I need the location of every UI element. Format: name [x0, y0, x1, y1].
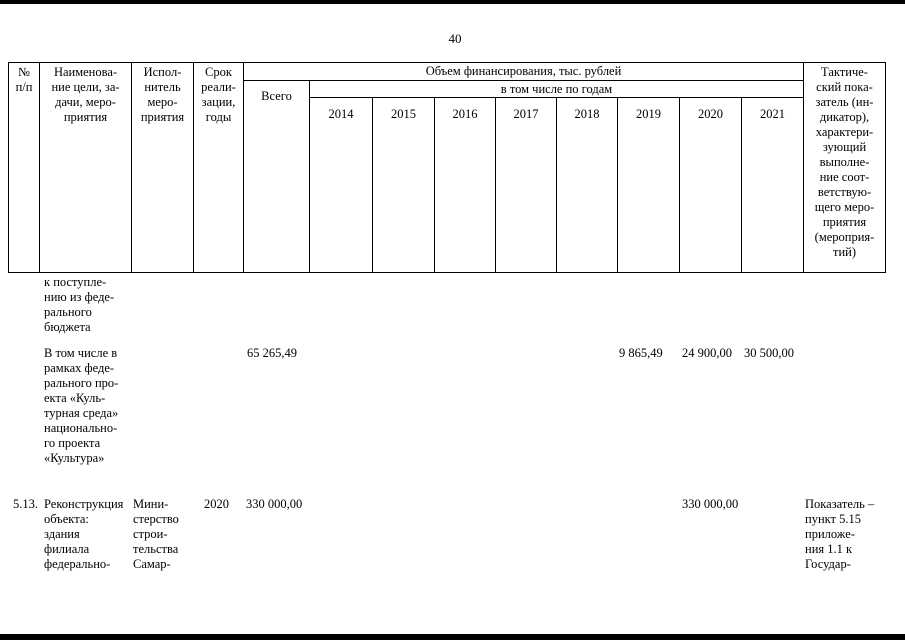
row-5-13-indicator: Показатель – пункт 5.15 приложе- ния 1.1 к Государ-	[805, 497, 875, 571]
col-line-14	[885, 62, 886, 272]
header-executor: Испол- нитель меро- приятия	[140, 65, 185, 124]
row-5-13-name: Реконструкция объекта: здания филиала федерально-	[44, 497, 124, 571]
header-top-line	[8, 62, 886, 63]
header-year-2016: 2016	[452, 107, 478, 121]
row-5-13-executor: Мини- стерство строи- тельства Самар-	[133, 497, 179, 571]
header-name: Наименова- ние цели, за- дачи, меро- приятия	[51, 65, 120, 124]
header-total: Всего	[261, 89, 292, 103]
row-federal-project-name: В том числе в рамках феде- рального про- екта «Куль- турная среда» национально- го проекта «Культура»	[44, 346, 119, 465]
row-5-13-num: 5.13.	[13, 497, 38, 511]
col-line-8	[495, 97, 496, 272]
header-funding-title: Объем финансирования, тыс. рублей	[425, 64, 622, 78]
header-year-2017: 2017	[513, 107, 539, 121]
header-term: Срок реали- зации, годы	[201, 65, 236, 124]
header-bottom-line	[8, 272, 886, 273]
row-federal-project-total: 65 265,49	[247, 346, 297, 360]
header-year-2018: 2018	[574, 107, 600, 121]
header-year-2019: 2019	[636, 107, 661, 121]
row-5-13-term: 2020	[204, 497, 229, 511]
header-year-2014: 2014	[328, 107, 354, 121]
header-year-2020: 2020	[698, 107, 723, 121]
header-year-2021: 2021	[760, 107, 785, 121]
header-indicator: Тактиче- ский пока- затель (ин- дикатор), характери- зующий выполне- ние соот- ветствую- щего меро- приятия (мероприя- тий)	[814, 65, 875, 259]
col-line-12	[741, 97, 742, 272]
row-federal-project-2019: 9 865,49	[619, 346, 663, 360]
row-5-13-total: 330 000,00	[246, 497, 303, 511]
col-line-11	[679, 97, 680, 272]
header-year-2015: 2015	[391, 107, 416, 121]
row-federal-project-2020: 24 900,00	[682, 346, 732, 360]
col-line-7	[434, 97, 435, 272]
header-by-years: в том числе по годам	[500, 82, 613, 96]
row-continuation-name: к поступле- нию из феде- рального бюджета	[44, 275, 115, 334]
header-num: № п/п	[15, 65, 33, 94]
top-rule	[0, 0, 905, 4]
bottom-rule	[0, 634, 905, 640]
page-number: 40	[448, 31, 462, 46]
funding-title-line	[243, 80, 803, 81]
col-line-10	[617, 97, 618, 272]
row-federal-project-2021: 30 500,00	[744, 346, 794, 360]
col-line-9	[556, 97, 557, 272]
col-line-6	[372, 97, 373, 272]
row-5-13-2020: 330 000,00	[682, 497, 739, 511]
